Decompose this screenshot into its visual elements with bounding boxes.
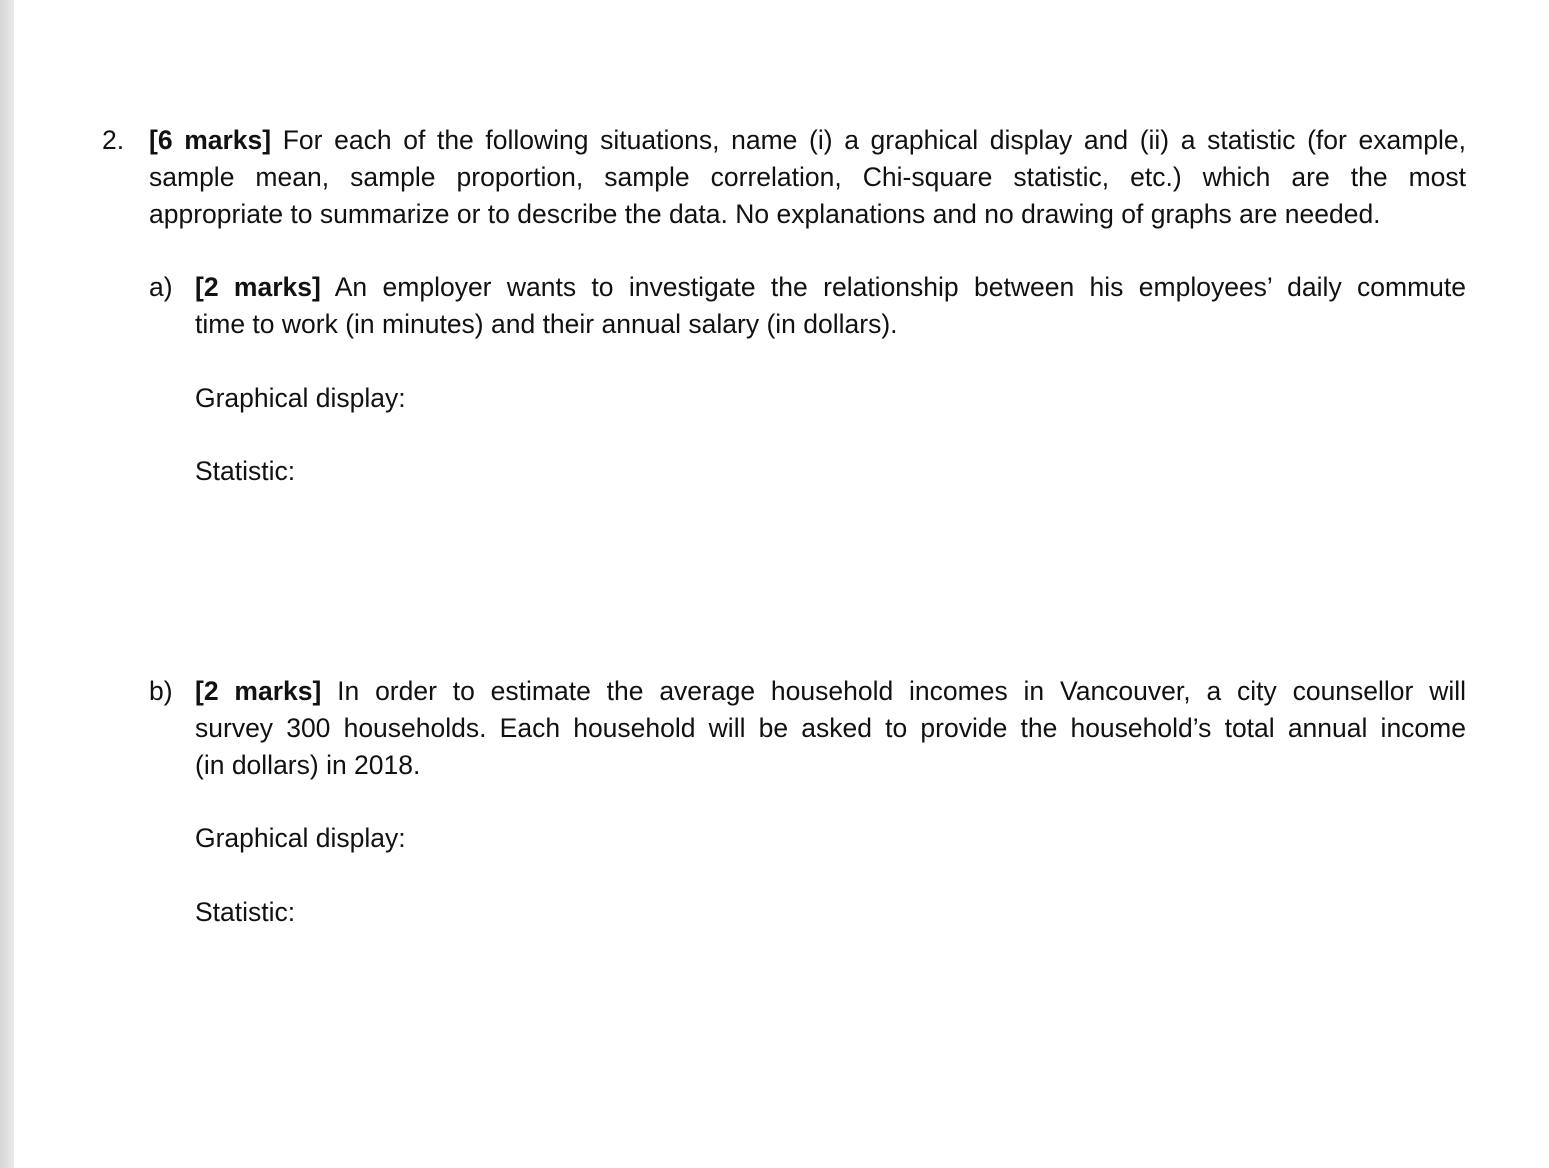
page-edge-shadow — [0, 0, 14, 1168]
part-b-letter: b) — [149, 676, 173, 706]
part-b-text — [195, 673, 1466, 784]
part-a-text — [195, 269, 1466, 343]
part-b-statistic-label: Statistic: — [195, 897, 296, 927]
part-b-line-2: survey 300 households. Each household will be asked to provide the household’s total annual income — [195, 713, 1466, 743]
question-line-3: appropriate to summarize or to describe the data. No explanations and no drawing of graphs are needed. — [149, 199, 1381, 229]
part-a-marks: [2 marks] — [195, 272, 321, 302]
question-intro — [149, 122, 1466, 233]
question-number: 2. — [102, 125, 125, 155]
part-b-marks: [2 marks] — [195, 676, 322, 706]
part-b-line-3: (in dollars) in 2018. — [195, 750, 421, 780]
part-b-line-1: [2 marks] In order to estimate the average household incomes in Vancouver, a city counsellor will — [195, 676, 1466, 706]
question-line-2: sample mean, sample proportion, sample correlation, Chi-square statistic, etc.) which are the most — [149, 162, 1466, 192]
part-b-graphical-display-label: Graphical display: — [195, 823, 406, 853]
part-a-line-2: time to work (in minutes) and their annual salary (in dollars). — [195, 309, 898, 339]
part-a-line-1: [2 marks] An employer wants to investigate the relationship between his employees’ daily commute — [195, 272, 1467, 302]
question-line-1: [6 marks] For each of the following situations, name (i) a graphical display and (ii) a statistic (for example, — [149, 125, 1466, 155]
part-a-graphical-display-label: Graphical display: — [195, 383, 406, 413]
part-a-letter: a) — [149, 272, 173, 302]
question-marks: [6 marks] — [149, 125, 272, 155]
document-page — [14, 0, 1549, 1168]
part-a-statistic-label: Statistic: — [195, 456, 296, 486]
